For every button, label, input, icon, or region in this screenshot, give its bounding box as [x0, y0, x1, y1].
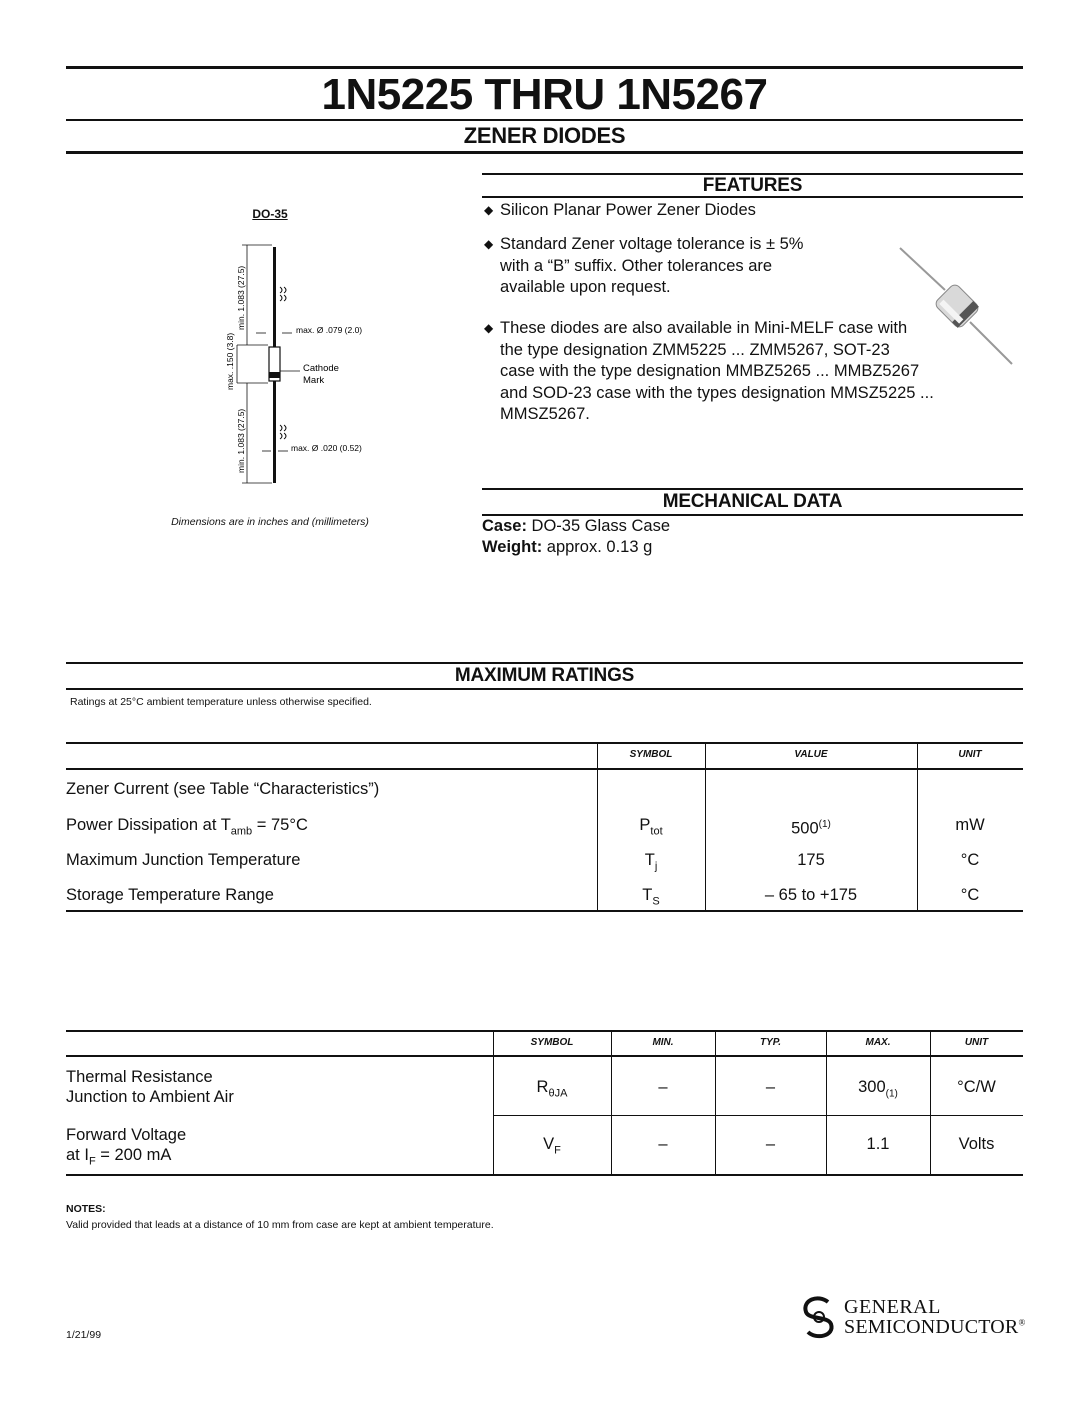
page-subtitle: ZENER DIODES [463, 123, 626, 148]
ratings-note: Ratings at 25°C ambient temperature unless otherwise specified. [70, 696, 372, 708]
table-row-max: 1.1 [866, 1135, 890, 1153]
table-row-symbol: $P_{tot}$ [639, 816, 663, 838]
table-row-unit: °C [960, 886, 980, 904]
col-header-unit: UNIT [958, 749, 982, 760]
diamond-bullet-icon: ◆ [484, 321, 494, 335]
notes-heading: NOTES: [66, 1203, 106, 1215]
dim-body-dia-label: max. Ø .079 (2.0) [296, 325, 363, 335]
logo-mark-icon [798, 1294, 840, 1340]
logo-line-2: SEMICONDUCTOR® [844, 1316, 1026, 1338]
diamond-bullet-icon: ◆ [484, 237, 494, 251]
mechanical-rule [482, 488, 1023, 490]
table-row-unit: Volts [958, 1135, 995, 1153]
feature-item: ◆ Silicon Planar Power Zener Diodes [484, 200, 1004, 222]
table-row-symbol: $V_F$ [543, 1135, 561, 1157]
table-row-param: Power Dissipation at $T_{amb} = 75^\circ C$ [66, 816, 308, 838]
lead-top [273, 247, 276, 347]
table-row-min: – [658, 1078, 668, 1096]
cathode-label-2: Mark [303, 375, 325, 386]
table-row-value: 175 [797, 851, 825, 869]
table-row-param: Forward Voltage at $I_F = 200$ mA [66, 1126, 187, 1168]
ratings-rule [66, 662, 1023, 664]
footer-date: 1/21/99 [66, 1329, 102, 1341]
notes-text: Valid provided that leads at a distance of 10 mm from case are kept at ambient temperature. [66, 1219, 494, 1231]
general-semiconductor-logo [798, 1292, 1028, 1342]
table-row-value: 500$^{(1)}$ [791, 819, 831, 838]
feature-item: ◆ Standard Zener voltage tolerance is ± 5% with a “B” suffix. Other tolerances are available upon request. [484, 235, 804, 296]
top-rule [66, 66, 1023, 69]
page-title: 1N5225 THRU 1N5267 [321, 70, 768, 119]
features-heading: FEATURES [702, 175, 803, 196]
table-row-value: – 65 to +175 [764, 886, 858, 904]
col-header-symbol: SYMBOL [530, 1037, 574, 1048]
col-header-unit: UNIT [964, 1037, 989, 1048]
do35-package-drawing [220, 225, 390, 495]
table-row-param: Maximum Junction Temperature [66, 851, 301, 869]
table-row-typ: – [765, 1135, 776, 1153]
lead-bottom [273, 381, 276, 483]
table-row-symbol: $R_{\theta JA}$ [536, 1078, 568, 1100]
col-header-min: MIN. [652, 1037, 674, 1048]
mechanical-weight: Weight: approx. 0.13 g [482, 538, 653, 556]
package-label: DO-35 [252, 207, 288, 221]
table-row-unit: °C [960, 851, 980, 869]
logo-line-1: GENERAL [844, 1296, 941, 1318]
table-row-param: Thermal Resistance Junction to Ambient Air [66, 1068, 234, 1106]
dim-lead-dia-label: max. Ø .020 (0.52) [291, 443, 362, 453]
col-header-typ: TYP. [760, 1037, 781, 1048]
col-header-max: MAX. [865, 1037, 891, 1048]
col-header-value: VALUE [794, 749, 828, 760]
mechanical-case: Case: DO-35 Glass Case [482, 517, 670, 535]
table-row-symbol: $T_S$ [642, 886, 660, 908]
table-row-unit: °C/W [957, 1078, 996, 1096]
ratings-heading: MAXIMUM RATINGS [454, 665, 635, 686]
features-rule-bottom [482, 196, 1023, 198]
table-row-unit: mW [955, 816, 985, 834]
diode-photo-icon [890, 240, 1025, 370]
table-row-min: – [658, 1135, 668, 1153]
dimensions-caption: Dimensions are in inches and (millimeters) [171, 516, 369, 528]
table-row-param: Storage Temperature Range [66, 886, 274, 904]
cathode-band [269, 372, 280, 378]
col-header-symbol: SYMBOL [629, 749, 673, 760]
table-row-typ: – [765, 1078, 776, 1096]
table-row-param: Zener Current (see Table “Characteristics”) [66, 780, 380, 798]
ratings-rule-bottom [66, 688, 1023, 690]
table-row-max: $300_{(1)}$ [858, 1078, 898, 1100]
subtitle-rule [66, 151, 1023, 154]
table-row-symbol: $T_j$ [644, 851, 658, 873]
dim-lead-bottom-label: min. 1.083 (27.5) [236, 408, 246, 473]
feature-item: ◆ These diodes are also available in Mini-MELF case with the type designation ZMM5225 ... ZMM5267, SOT-23 case with the type designation MMBZ5265 ... MMBZ5267 and SOD-23 case with the types designation MMSZ5225 ... MMSZ5267. [484, 319, 934, 423]
mechanical-heading: MECHANICAL DATA [662, 491, 843, 512]
dim-lead-top-label: min. 1.083 (27.5) [236, 265, 246, 330]
dim-total-label: max. .150 (3.8) [225, 332, 235, 390]
cathode-label-1: Cathode [303, 363, 339, 374]
title-rule [66, 119, 1023, 121]
diamond-bullet-icon: ◆ [484, 203, 494, 217]
